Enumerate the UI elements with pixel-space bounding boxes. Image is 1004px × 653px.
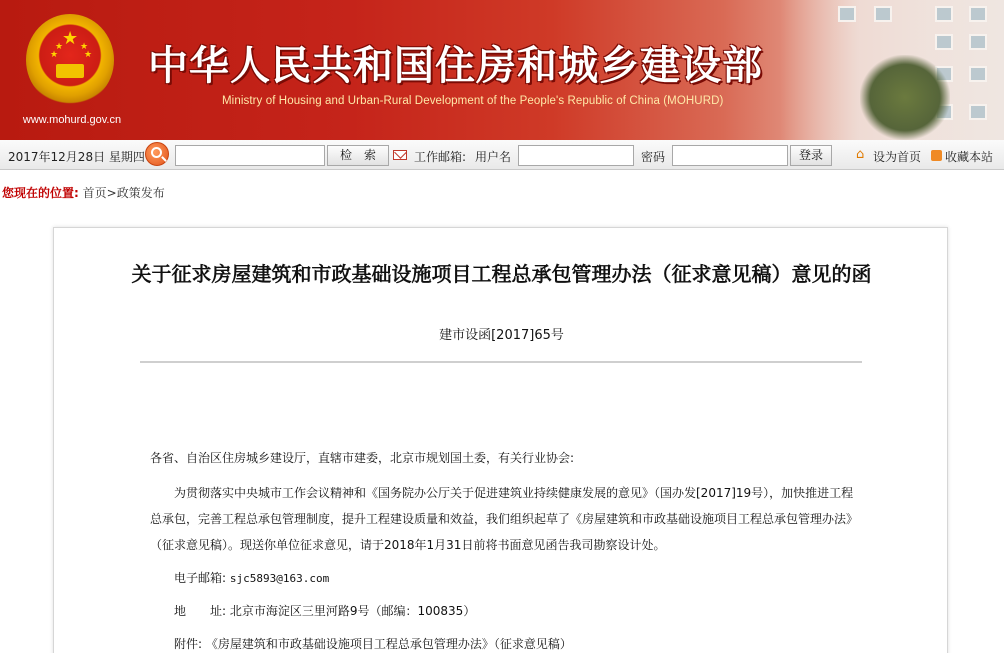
breadcrumb-separator: >: [106, 186, 117, 200]
bookmark-link[interactable]: 收藏本站: [945, 150, 994, 164]
work-mail-label: 工作邮箱:: [414, 150, 467, 164]
ministry-title-cn: 中华人民共和国住房和城乡建设部: [148, 42, 763, 89]
bookmark-icon[interactable]: [931, 150, 942, 161]
document-number: 建市设函[2017]65号: [439, 328, 564, 343]
envelope-icon: [393, 150, 407, 160]
building-window: [935, 34, 953, 50]
body-paragraph: 为贯彻落实中央城市工作会议精神和《国务院办公厅关于促进建筑业持续健康发展的意见》（国办发[2017]19号），加快推进工程总承包，完善工程总承包管理制度，提升工程建设质量和效益，我们组织起草了《房屋建筑和市政基础设施项目工程总承包管理办法》（征求意见稿）。现送你单位征求意见，请于2018年1月31日前将书面意见函告我司勘察设计处。: [150, 486, 859, 552]
ministry-title-en: Ministry of Housing and Urban-Rural Development of the People's Republic of China (MOHURD): [222, 95, 724, 107]
search-input[interactable]: [175, 145, 325, 166]
attachment-label: 附件:: [174, 637, 203, 651]
top-toolbar: [0, 140, 1004, 170]
building-window: [969, 66, 987, 82]
breadcrumb: [2, 184, 165, 201]
email-value[interactable]: sjc5893@163.com: [229, 572, 330, 585]
username-label: 用户名: [475, 150, 512, 164]
login-button[interactable]: 登录: [790, 145, 832, 166]
email-label: 电子邮箱:: [174, 571, 227, 585]
home-icon[interactable]: ⌂: [856, 147, 865, 162]
header-banner: [0, 0, 1004, 140]
building-window: [935, 6, 953, 22]
building-window: [874, 6, 892, 22]
breadcrumb-home-link[interactable]: 首页: [82, 186, 107, 200]
password-label: 密码: [641, 150, 666, 164]
building-window: [969, 34, 987, 50]
attachment-line: [150, 632, 862, 653]
salutation: 各省、自治区住房城乡建设厅，直辖市建委，北京市规划国土委，有关行业协会:: [150, 451, 575, 465]
national-emblem-icon: ★ ★ ★ ★ ★: [26, 14, 114, 106]
search-icon[interactable]: [145, 142, 169, 166]
building-window: [969, 104, 987, 120]
tree-decoration: [860, 55, 950, 140]
breadcrumb-label: 您现在的位置:: [2, 186, 79, 200]
address-value: 北京市海淀区三里河路9号（邮编：100835）: [229, 604, 476, 618]
attachment-link[interactable]: 《房屋建筑和市政基础设施项目工程总承包管理办法》（征求意见稿）: [205, 637, 572, 651]
title-divider: [140, 361, 862, 363]
breadcrumb-current-link[interactable]: 政策发布: [116, 186, 165, 200]
article-body: [150, 446, 862, 653]
site-url[interactable]: www.mohurd.gov.cn: [22, 114, 122, 126]
building-window: [969, 6, 987, 22]
set-homepage-link[interactable]: 设为首页: [873, 150, 922, 164]
username-field[interactable]: [518, 145, 634, 166]
article-panel: [53, 227, 948, 653]
address-line: [150, 599, 862, 624]
article-title: 关于征求房屋建筑和市政基础设施项目工程总承包管理办法（征求意见稿）意见的函: [131, 262, 872, 286]
password-field[interactable]: [672, 145, 788, 166]
current-date: 2017年12月28日 星期四: [8, 150, 145, 164]
address-label: 地 址:: [174, 604, 227, 618]
building-window: [838, 6, 856, 22]
email-line: [150, 566, 862, 591]
search-button[interactable]: 检 索: [327, 145, 389, 166]
